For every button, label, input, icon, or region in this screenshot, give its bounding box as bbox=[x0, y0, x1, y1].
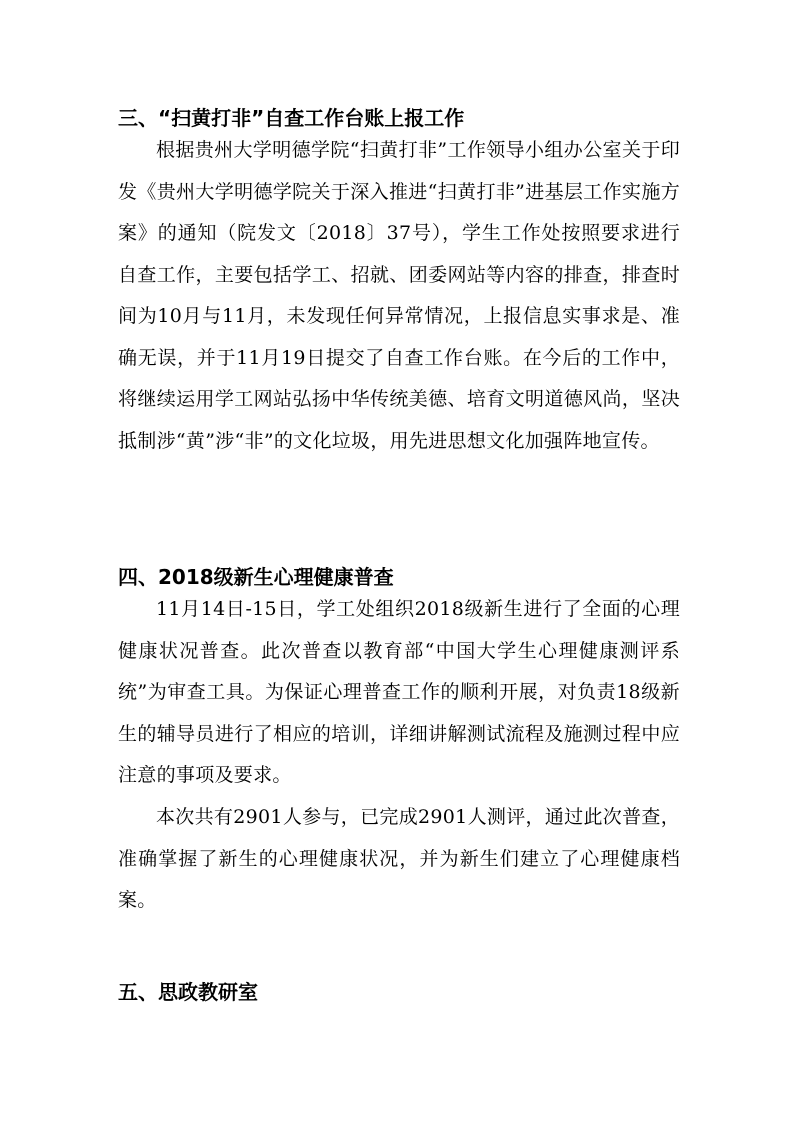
section-4-heading: 四、2018级新生心理健康普查 bbox=[118, 565, 394, 589]
section-3-paragraph: 根据贵州大学明德学院“扫黄打非”工作领导小组办公室关于印发《贵州大学明德学院关于深入推进“扫黄打非”进基层工作实施方案》的通知（院发文〔2018〕37号），学生工作处按照要求进行自查工作，主要包括学工、招就、团委网站等内容的排查，排查时间为10月与11月，未发现任何异常情况，上报信息实事求是、准确无误，并于11月19日提交了自查工作台账。在今后的工作中，将继续运用学工网站弘扬中华传统美德、培育文明道德风尚，坚决抵制涉“黄”涉“非”的文化垃圾，用先进思想文化加强阵地宣传。 bbox=[118, 139, 680, 452]
section-3-heading: 三、“扫黄打非”自查工作台账上报工作 bbox=[118, 106, 465, 130]
section-4-paragraph-1: 11月14日-15日，学工处组织2018级新生进行了全面的心理健康状况普查。此次普查以教育部“中国大学生心理健康测评系统”为审查工具。为保证心理普查工作的顺利开展，对负责18级新生的辅导员进行了相应的培训，详细讲解测试流程及施测过程中应注意的事项及要求。 bbox=[118, 598, 680, 786]
section-5-heading: 五、思政教研室 bbox=[118, 980, 258, 1004]
section-4-paragraph-2: 本次共有2901人参与，已完成2901人测评，通过此次普查，准确掌握了新生的心理健康状况，并为新生们建立了心理健康档案。 bbox=[118, 806, 680, 911]
